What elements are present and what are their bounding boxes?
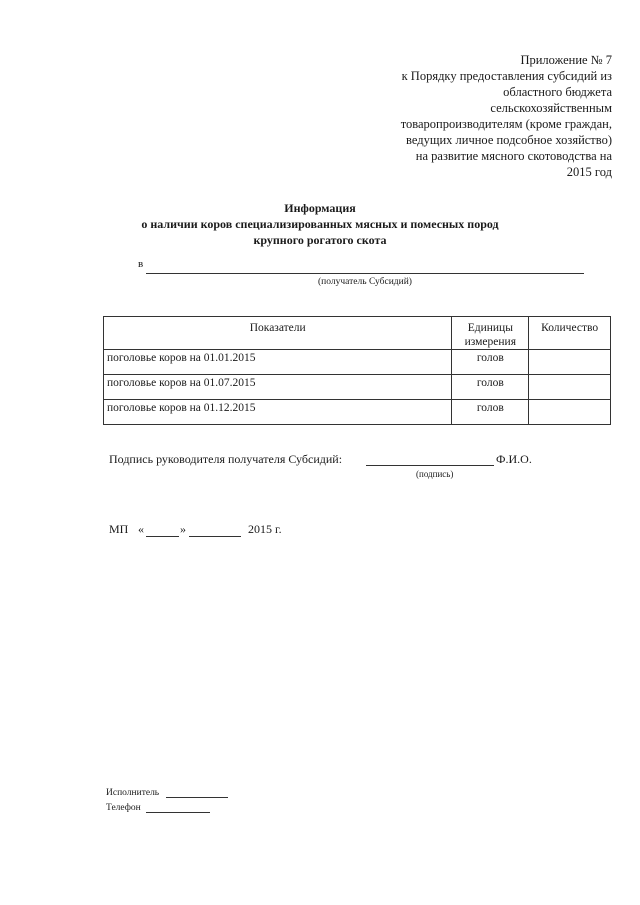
appendix-line: ведущих личное подсобное хозяйство)	[406, 133, 612, 147]
signature-caption: (подпись)	[416, 469, 454, 479]
table-header-row	[104, 317, 611, 350]
signature-label: Подпись руководителя получателя Субсидий:	[109, 452, 343, 466]
row-indicator: поголовье коров на 01.12.2015	[104, 400, 452, 425]
recipient-prefix: в	[138, 258, 144, 270]
row-quantity-cell[interactable]	[529, 375, 611, 400]
table-row	[104, 350, 611, 375]
title-line-3: крупного рогатого скота	[253, 233, 387, 247]
date-day-field-line[interactable]	[146, 536, 179, 537]
recipient-field-line[interactable]	[146, 273, 584, 274]
title-line-1: Информация	[284, 201, 356, 215]
appendix-line: Приложение № 7	[520, 53, 612, 67]
date-month-field-line[interactable]	[189, 536, 241, 537]
row-indicator: поголовье коров на 01.07.2015	[104, 375, 452, 400]
phone-field-line[interactable]	[146, 812, 210, 813]
stamp-open-quote: «	[138, 522, 144, 536]
appendix-line: к Порядку предоставления субсидий из	[401, 69, 612, 83]
row-quantity-cell[interactable]	[529, 400, 611, 425]
stamp-mp: МП	[109, 522, 129, 536]
row-unit: голов	[452, 400, 529, 425]
appendix-line: на развитие мясного скотоводства на	[415, 149, 612, 163]
executor-label: Исполнитель	[106, 788, 160, 798]
appendix-line: областного бюджета	[503, 85, 612, 99]
signature-fio: Ф.И.О.	[496, 452, 532, 466]
appendix-line: товаропроизводителям (кроме граждан,	[400, 117, 612, 131]
document-title	[0, 200, 640, 248]
row-quantity-cell[interactable]	[529, 350, 611, 375]
header-quantity: Количество	[529, 317, 611, 350]
header-units: Единицы измерения	[452, 317, 529, 350]
row-unit: голов	[452, 350, 529, 375]
row-indicator: поголовье коров на 01.01.2015	[104, 350, 452, 375]
phone-label: Телефон	[106, 803, 141, 813]
appendix-line: 2015 год	[566, 165, 612, 179]
recipient-caption: (получатель Субсидий)	[318, 277, 412, 287]
header-indicators: Показатели	[104, 317, 452, 350]
stamp-year: 2015 г.	[248, 522, 282, 536]
table-row	[104, 375, 611, 400]
row-unit: голов	[452, 375, 529, 400]
executor-field-line[interactable]	[166, 797, 228, 798]
table-row	[104, 400, 611, 425]
stamp-close-quote: »	[180, 522, 186, 536]
appendix-line: сельскохозяйственным	[490, 101, 612, 115]
title-line-2: о наличии коров специализированных мясных и помесных пород	[141, 217, 499, 231]
signature-field-line[interactable]	[366, 465, 494, 466]
indicators-table	[103, 316, 611, 425]
appendix-header	[401, 52, 612, 180]
